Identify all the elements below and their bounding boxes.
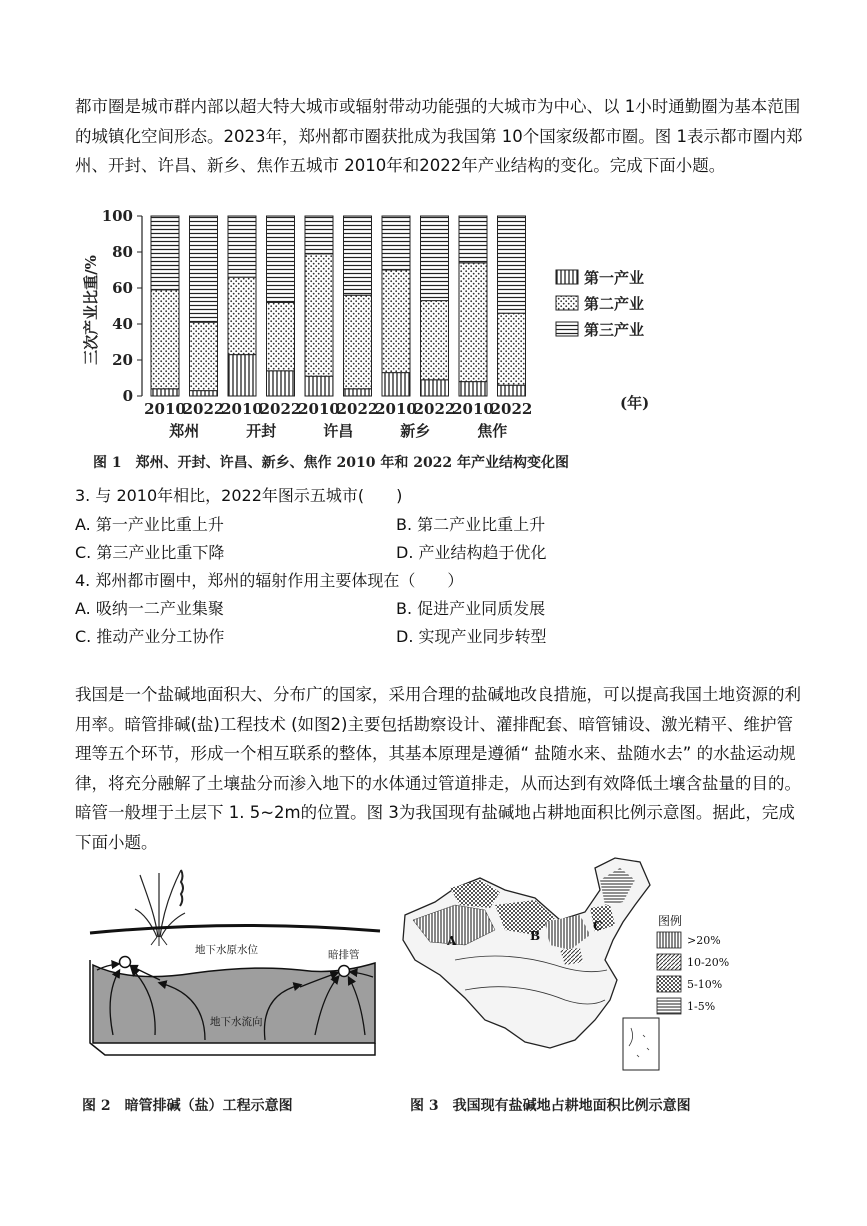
bar-segment-2 bbox=[421, 301, 449, 380]
x-tick-label: 2022 bbox=[490, 400, 533, 418]
bar-segment-3 bbox=[382, 216, 410, 270]
map-legend-item-4: 1-5% bbox=[687, 1000, 716, 1013]
bar-segment-1 bbox=[228, 355, 256, 396]
bar-segment-3 bbox=[190, 216, 218, 322]
drainage-pipe-right bbox=[339, 966, 350, 977]
question-4-option-d[interactable]: D. 实现产业同步转型 bbox=[396, 627, 547, 646]
bar-segment-1 bbox=[190, 391, 218, 396]
drainage-pipe-diagram bbox=[85, 865, 385, 1075]
question-4-option-a[interactable]: A. 吸纳一二产业集聚 bbox=[75, 599, 224, 618]
rice-plant-icon bbox=[135, 870, 185, 946]
map-legend-item-3: 5-10% bbox=[687, 978, 723, 991]
y-tick-label: 60 bbox=[112, 279, 133, 297]
bar-segment-2 bbox=[305, 254, 333, 376]
x-tick-label: 2010 bbox=[221, 400, 263, 418]
bar-segment-3 bbox=[305, 216, 333, 254]
figure-1-caption: 图 1 郑州、开封、许昌、新乡、焦作 2010 年和 2022 年产业结构变化图 bbox=[93, 455, 570, 471]
water-table-label: 地下水原水位 bbox=[195, 944, 258, 956]
y-tick-label: 20 bbox=[112, 351, 133, 369]
city-label: 新乡 bbox=[400, 422, 431, 440]
bar-segment-3 bbox=[344, 216, 372, 295]
bar-segment-3 bbox=[421, 216, 449, 301]
question-4-option-c[interactable]: C. 推动产业分工协作 bbox=[75, 627, 225, 646]
question-4-stem: 4. 郑州都市圈中，郑州的辐射作用主要体现在（ ） bbox=[75, 571, 464, 590]
passage-2: 我国是一个盐碱地面积大、分布广的国家，采用合理的盐碱地改良措施，可以提高我国土地资源的利用率。暗管排碱(盐)工程技术 (如图2)主要包括勘察设计、灌排配套、暗管铺设、激光精平、维护管理等五个环节，形成一个相互联系的整体，其基本原理是遵循“ 盐随水来、盐随水去” 的水盐运动规律，将充分融解了土壤盐分而渗入地下的水体通过管道排走，从而达到有效降低土壤含盐量的目的。暗管一般埋于土层下 1. 5~2m的位置。图 3为我国现有盐碱地占耕地面积比例示意图。据此，完成下面小题。 bbox=[75, 685, 801, 852]
south-sea-inset bbox=[623, 1018, 659, 1070]
x-tick-label: 2022 bbox=[259, 400, 302, 418]
city-label: 开封 bbox=[246, 422, 277, 440]
question-4-option-b[interactable]: B. 促进产业同质发展 bbox=[396, 599, 546, 618]
bar-segment-1 bbox=[459, 382, 487, 396]
bar-segment-3 bbox=[151, 216, 179, 290]
question-3-option-c[interactable]: C. 第三产业比重下降 bbox=[75, 543, 225, 562]
y-axis-label-group bbox=[82, 255, 100, 365]
bar-segment-1 bbox=[305, 376, 333, 396]
map-legend-item-1: >20% bbox=[687, 934, 721, 947]
legend-swatch bbox=[556, 270, 578, 284]
bar-segment-2 bbox=[344, 295, 372, 389]
x-tick-label: 2022 bbox=[182, 400, 225, 418]
y-tick-label: 40 bbox=[112, 315, 133, 333]
map-marker-b: B bbox=[530, 929, 541, 943]
city-label: 焦作 bbox=[477, 422, 508, 440]
x-tick-label: 2010 bbox=[298, 400, 340, 418]
legend-label: 第一产业 bbox=[584, 269, 645, 287]
bar-segment-3 bbox=[459, 216, 487, 263]
bar-segment-2 bbox=[151, 290, 179, 389]
year-unit-label: (年) bbox=[620, 394, 650, 412]
x-tick-label: 2010 bbox=[375, 400, 417, 418]
bar-segment-1 bbox=[498, 385, 526, 396]
map-legend-item-2: 10-20% bbox=[687, 956, 730, 969]
pipe-label: 暗排管 bbox=[328, 949, 360, 961]
bar-segment-2 bbox=[459, 263, 487, 382]
bar-segment-1 bbox=[421, 380, 449, 396]
bar-segment-1 bbox=[344, 389, 372, 396]
bar-segment-2 bbox=[382, 270, 410, 373]
bar-segment-3 bbox=[228, 216, 256, 277]
question-3-stem: 3. 与 2010年相比，2022年图示五城市( ) bbox=[75, 486, 403, 505]
bar-segment-3 bbox=[498, 216, 526, 313]
legend-swatch bbox=[556, 322, 578, 336]
question-3-option-a[interactable]: A. 第一产业比重上升 bbox=[75, 515, 224, 534]
x-tick-label: 2022 bbox=[336, 400, 379, 418]
x-tick-label: 2010 bbox=[144, 400, 186, 418]
city-label: 许昌 bbox=[323, 422, 354, 440]
bar-segment-1 bbox=[151, 389, 179, 396]
y-tick-label: 80 bbox=[112, 243, 133, 261]
x-tick-label: 2010 bbox=[452, 400, 494, 418]
saline-land-map bbox=[395, 850, 755, 1075]
x-tick-label: 2022 bbox=[413, 400, 456, 418]
y-tick-label: 0 bbox=[122, 387, 133, 405]
question-3-option-d[interactable]: D. 产业结构趋于优化 bbox=[396, 543, 547, 562]
map-legend bbox=[657, 932, 729, 1014]
map-marker-c: C bbox=[593, 919, 603, 933]
map-legend-title: 图例 bbox=[658, 914, 683, 928]
legend-swatch bbox=[556, 296, 578, 310]
bar-segment-1 bbox=[267, 371, 295, 396]
bar-segment-3 bbox=[267, 216, 295, 302]
groundwater-flow-label: 地下水流向 bbox=[210, 1016, 263, 1028]
bar-segment-2 bbox=[498, 313, 526, 385]
bar-segment-2 bbox=[228, 277, 256, 354]
bar-segment-2 bbox=[190, 322, 218, 390]
industry-structure-chart bbox=[80, 200, 660, 490]
bar-segment-2 bbox=[267, 302, 295, 370]
city-label: 郑州 bbox=[169, 422, 200, 440]
legend-label: 第二产业 bbox=[584, 295, 645, 313]
question-3-option-b[interactable]: B. 第二产业比重上升 bbox=[396, 515, 546, 534]
figure-3-caption: 图 3 我国现有盐碱地占耕地面积比例示意图 bbox=[410, 1098, 691, 1114]
figure-2-caption: 图 2 暗管排碱（盐）工程示意图 bbox=[82, 1098, 293, 1114]
y-axis-label: 三次产业比重/% bbox=[82, 255, 100, 365]
y-tick-label: 100 bbox=[101, 207, 133, 225]
bar-segment-1 bbox=[382, 373, 410, 396]
legend-label: 第三产业 bbox=[584, 321, 645, 339]
map-marker-a: A bbox=[447, 934, 457, 948]
passage-1: 都市圈是城市群内部以超大特大城市或辐射带动功能强的大城市为中心、以 1小时通勤圈为基本范围的城镇化空间形态。2023年，郑州都市圈获批成为我国第 10个国家级都市圈。图 1表示都市圈内郑州、开封、许昌、新乡、焦作五城市 2010年和2022年产业结构的变化。完成下面小题。 bbox=[75, 97, 803, 175]
drainage-pipe-left bbox=[120, 957, 131, 968]
